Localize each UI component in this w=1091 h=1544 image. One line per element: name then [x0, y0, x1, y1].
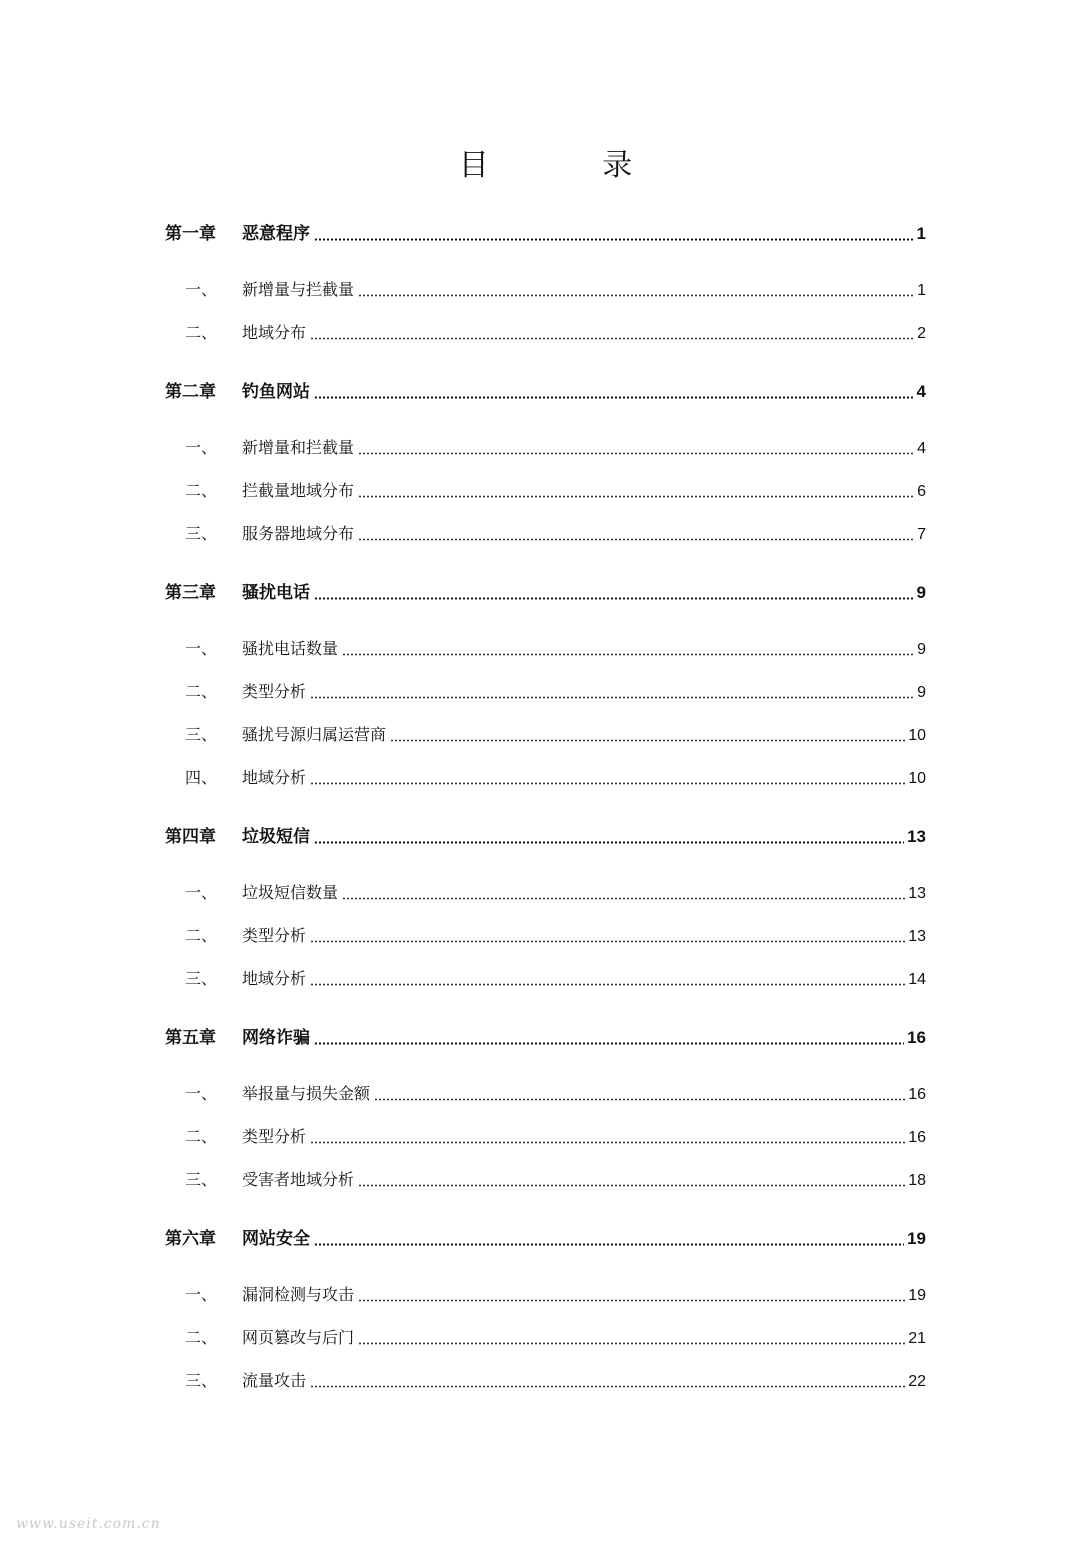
toc-chapter: [165, 370, 926, 555]
section-number: 四、: [185, 768, 218, 787]
section-number: 一、: [185, 280, 218, 299]
toc-section-entry[interactable]: [165, 1115, 926, 1158]
section-title: 垃圾短信数量: [242, 883, 339, 902]
section-page-number: 9: [917, 684, 926, 701]
dot-leader: [314, 238, 914, 241]
toc-chapter: [165, 212, 926, 354]
chapter-title: 钓鱼网站: [242, 382, 310, 402]
chapter-title: 网站安全: [242, 1229, 310, 1249]
chapter-page-number: 13: [907, 827, 926, 846]
chapter-number: 第二章: [165, 382, 216, 402]
section-page-number: 18: [908, 1172, 926, 1189]
section-page-number: 10: [908, 770, 926, 787]
chapter-title: 垃圾短信: [242, 827, 310, 847]
section-number: 三、: [185, 524, 218, 543]
section-title: 类型分析: [242, 1127, 307, 1146]
dot-leader: [310, 940, 905, 943]
toc-chapter-entry[interactable]: [165, 571, 926, 614]
section-number: 二、: [185, 682, 218, 701]
dot-leader: [374, 1098, 905, 1101]
section-page-number: 2: [917, 325, 926, 342]
section-title: 类型分析: [242, 682, 307, 701]
section-title: 地域分析: [242, 768, 307, 787]
section-number: 二、: [185, 1328, 218, 1347]
toc-chapter-entry[interactable]: [165, 1016, 926, 1059]
dot-leader: [358, 1342, 905, 1345]
section-title: 受害者地域分析: [242, 1170, 355, 1189]
toc-section-entry[interactable]: [165, 670, 926, 713]
section-page-number: 13: [908, 928, 926, 945]
toc-section-entry[interactable]: [165, 426, 926, 469]
toc-section-entry[interactable]: [165, 756, 926, 799]
section-number: 二、: [185, 323, 218, 342]
section-title: 地域分布: [242, 323, 307, 342]
section-page-number: 14: [908, 971, 926, 988]
dot-leader: [342, 897, 905, 900]
dot-leader: [310, 1141, 905, 1144]
section-page-number: 22: [908, 1373, 926, 1390]
toc-chapter: [165, 815, 926, 1000]
chapter-title: 骚扰电话: [242, 583, 310, 603]
dot-leader: [310, 696, 914, 699]
section-number: 三、: [185, 969, 218, 988]
section-page-number: 16: [908, 1086, 926, 1103]
toc-section-entry[interactable]: [165, 871, 926, 914]
toc-section-entry[interactable]: [165, 1316, 926, 1359]
section-number: 一、: [185, 1084, 218, 1103]
section-number: 三、: [185, 1170, 218, 1189]
dot-leader: [358, 495, 914, 498]
toc-section-entry[interactable]: [165, 1158, 926, 1201]
toc-chapter-entry[interactable]: [165, 815, 926, 858]
chapter-page-number: 1: [916, 224, 926, 243]
toc-chapter-entry[interactable]: [165, 1217, 926, 1260]
section-page-number: 9: [917, 641, 926, 658]
dot-leader: [310, 1385, 905, 1388]
chapter-number: 第六章: [165, 1229, 216, 1249]
section-number: 三、: [185, 725, 218, 744]
toc-chapter: [165, 571, 926, 799]
dot-leader: [358, 452, 914, 455]
dot-leader: [390, 739, 905, 742]
dot-leader: [310, 782, 905, 785]
toc-section-entry[interactable]: [165, 627, 926, 670]
section-title: 举报量与损失金额: [242, 1084, 371, 1103]
section-page-number: 4: [917, 440, 926, 457]
section-page-number: 7: [917, 526, 926, 543]
section-title: 地域分析: [242, 969, 307, 988]
table-of-contents: [165, 212, 926, 1402]
toc-section-entry[interactable]: [165, 957, 926, 1000]
section-title: 服务器地域分布: [242, 524, 355, 543]
dot-leader: [314, 597, 914, 600]
section-number: 一、: [185, 1285, 218, 1304]
dot-leader: [358, 1299, 905, 1302]
toc-section-entry[interactable]: [165, 914, 926, 957]
section-page-number: 10: [908, 727, 926, 744]
dot-leader: [310, 983, 905, 986]
toc-section-entry[interactable]: [165, 512, 926, 555]
section-number: 一、: [185, 883, 218, 902]
section-page-number: 13: [908, 885, 926, 902]
toc-chapter-entry[interactable]: [165, 212, 926, 255]
chapter-page-number: 9: [916, 583, 926, 602]
section-title: 拦截量地域分布: [242, 481, 355, 500]
page-title: 目 录: [458, 148, 685, 183]
dot-leader: [314, 1042, 904, 1045]
chapter-title: 恶意程序: [242, 224, 310, 244]
dot-leader: [314, 841, 904, 844]
toc-chapter: [165, 1217, 926, 1402]
chapter-number: 第四章: [165, 827, 216, 847]
section-title: 流量攻击: [242, 1371, 307, 1390]
toc-chapter: [165, 1016, 926, 1201]
section-number: 二、: [185, 1127, 218, 1146]
dot-leader: [314, 396, 914, 399]
dot-leader: [342, 653, 914, 656]
dot-leader: [358, 1184, 905, 1187]
section-title: 骚扰号源归属运营商: [242, 725, 387, 744]
watermark: www.useit.com.cn: [16, 1516, 161, 1532]
section-page-number: 16: [908, 1129, 926, 1146]
toc-chapter-entry[interactable]: [165, 370, 926, 413]
toc-section-entry[interactable]: [165, 469, 926, 512]
toc-section-entry[interactable]: [165, 1359, 926, 1402]
toc-section-entry[interactable]: [165, 311, 926, 354]
section-number: 一、: [185, 639, 218, 658]
section-page-number: 1: [917, 282, 926, 299]
toc-section-entry[interactable]: [165, 1072, 926, 1115]
section-number: 三、: [185, 1371, 218, 1390]
dot-leader: [314, 1243, 904, 1246]
chapter-page-number: 4: [916, 382, 926, 401]
section-title: 新增量和拦截量: [242, 438, 355, 457]
section-title: 网页篡改与后门: [242, 1328, 355, 1347]
section-page-number: 6: [917, 483, 926, 500]
section-page-number: 21: [908, 1330, 926, 1347]
chapter-number: 第五章: [165, 1028, 216, 1048]
chapter-number: 第三章: [165, 583, 216, 603]
section-number: 二、: [185, 481, 218, 500]
section-page-number: 19: [908, 1287, 926, 1304]
section-number: 二、: [185, 926, 218, 945]
toc-section-entry[interactable]: [165, 268, 926, 311]
chapter-title: 网络诈骗: [242, 1028, 310, 1048]
section-title: 新增量与拦截量: [242, 280, 355, 299]
dot-leader: [310, 337, 914, 340]
dot-leader: [358, 538, 914, 541]
section-number: 一、: [185, 438, 218, 457]
chapter-number: 第一章: [165, 224, 216, 244]
section-title: 漏洞检测与攻击: [242, 1285, 355, 1304]
section-title: 类型分析: [242, 926, 307, 945]
chapter-page-number: 19: [907, 1229, 926, 1248]
dot-leader: [358, 294, 914, 297]
toc-section-entry[interactable]: [165, 713, 926, 756]
chapter-page-number: 16: [907, 1028, 926, 1047]
toc-section-entry[interactable]: [165, 1273, 926, 1316]
section-title: 骚扰电话数量: [242, 639, 339, 658]
